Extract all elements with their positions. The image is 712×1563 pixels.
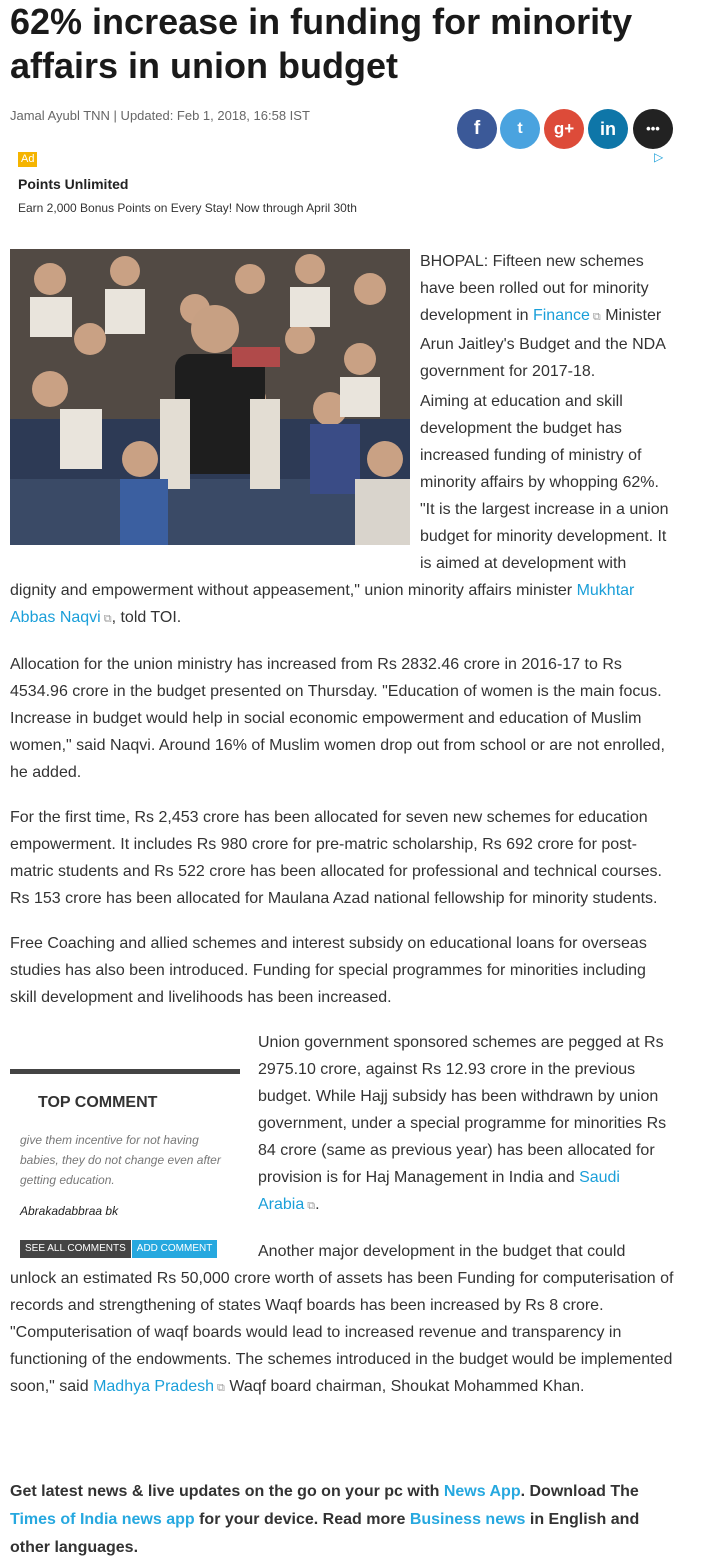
external-link-icon: ⧉ [307,1200,316,1212]
madhya-pradesh-link[interactable]: Madhya Pradesh [93,1378,215,1395]
top-comment-author: Abrakadabbraa bk [20,1204,119,1218]
paragraph-text: Aiming at education and skill development the budget has increased funding of ministry of minority affairs by whopping 62%. "It is the largest increase in a union budget for minority development. It is aimed at development with dignity and empowerment without appeasement," union minority affairs minister [10,393,669,599]
byline: Jamal Ayubl TNN | Updated: Feb 1, 2018, 16:58 IST [10,108,310,123]
toi-news-app-link[interactable]: Times of India news app [10,1511,195,1528]
paragraph-text: Minister Arun Jaitley's Budget and the NDA government for 2017-18. [420,307,665,380]
paragraph: For the first time, Rs 2,453 crore has been allocated for seven new schemes for education empowerment. It includes Rs 980 crore for pre-matric scholarship, Rs 692 crore for post-matric students and Rs 522 crore has been allocated for professional and technical courses. Rs 153 crore has been allocated for Maulana Azad national fellowship for minority students. [10,809,662,907]
top-comment-box [10,1069,240,1258]
paragraph [10,1238,674,1402]
ad-badge: Ad [18,152,37,167]
comment-icon[interactable]: ••• [633,109,673,149]
external-link-icon: ⧉ [592,311,601,323]
paragraph-text: . [315,1196,320,1213]
external-link-icon: ⧉ [103,613,112,625]
top-comment-text: give them incentive for not having babies, they do not change even after getting education. [20,1133,221,1187]
paragraph-text: Waqf board chairman, Shoukat Mohammed Khan. [224,1378,585,1395]
twitter-share-icon[interactable]: t [500,109,540,149]
mukhtar-abbas-naqvi-link[interactable]: Mukhtar Abbas Naqvi [10,582,635,626]
finance-link[interactable]: Finance [532,307,590,324]
facebook-share-icon[interactable]: f [457,109,497,149]
paragraph-text: Union government sponsored schemes are pegged at Rs 2975.10 crore, against Rs 12.93 crore in the previous budget. While Hajj subsidy has been withdrawn by union government, under a special programme for minorities Rs 84 crore (same as previous year) has been allocated for provision is for Haj Management in India and [258,1034,667,1186]
paragraph: Free Coaching and allied schemes and interest subsidy on educational loans for overseas studies has also been introduced. Funding for special programmes for minorities including skill development and livelihoods has been increased. [10,935,647,1006]
promo-text: in English and other languages. [10,1511,640,1556]
app-promo [10,1478,680,1562]
headline: 62% increase in funding for minority affairs in union budget [10,1,633,86]
add-comment-button[interactable]: ADD COMMENT [132,1240,218,1258]
linkedin-share-icon[interactable]: in [588,109,628,149]
paragraph-text: BHOPAL: Fifteen new schemes have been rolled out for minority development in [420,253,649,324]
promo-text: Get latest news & live updates on the go on your pc with [10,1483,444,1500]
promo-text: . Download The [520,1483,639,1500]
paragraph-text: , told TOI. [111,609,182,626]
ad-title[interactable]: Points Unlimited [18,176,129,192]
see-all-comments-button[interactable]: SEE ALL COMMENTS [20,1240,131,1258]
ad-choices-icon[interactable]: ▷ [654,150,664,164]
google-plus-share-icon[interactable]: g+ [544,109,584,149]
paragraph: Allocation for the union ministry has increased from Rs 2832.46 crore in 2016-17 to Rs 4534.96 crore in the budget presented on Thursday. "Education of women is the main focus. Increase in budget would help in social economic empowerment and education of Muslim women," said Naqvi. Around 16% of Muslim women drop out from school or are not enrolled, he added. [10,656,665,781]
external-link-icon: ⧉ [217,1382,225,1394]
promo-text: for your device. Read more [194,1511,410,1528]
business-news-link[interactable]: Business news [409,1511,526,1528]
news-app-link[interactable]: News App [443,1483,521,1500]
saudi-arabia-link[interactable]: Saudi Arabia [258,1169,620,1213]
photo-spacer [10,248,410,544]
comment-buttons [20,1238,240,1258]
top-comment-heading: TOP COMMENT [38,1094,158,1111]
paragraph-text: Another major development in the budget that could unlock an estimated Rs 50,000 crore worth of assets has been Funding for computerisation of records and strengthening of states Waqf boards has been increased by Rs 8 crore. "Computerisation of waqf boards would lead to increased revenue and transparency in functioning of the endowments. The schemes introduced in the budget would be implemented soon," said [10,1243,674,1395]
top-comment-divider [10,1069,240,1074]
ad-text[interactable]: Earn 2,000 Bonus Points on Every Stay! Now through April 30th [18,201,357,215]
